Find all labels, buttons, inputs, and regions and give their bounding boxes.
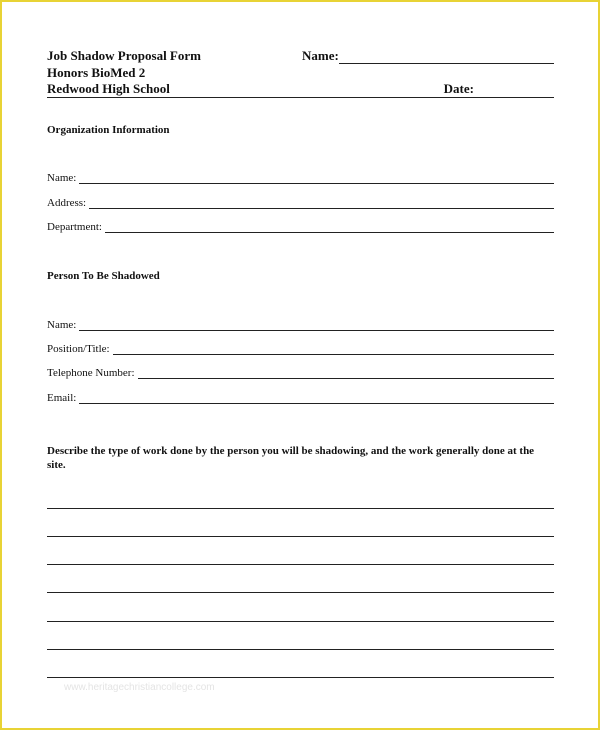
person-name-field[interactable] (79, 321, 554, 331)
watermark: www.heritagechristiancollege.com (64, 682, 215, 693)
student-name-row (302, 48, 554, 64)
answer-line[interactable] (47, 677, 554, 678)
person-email-label: Email: (47, 392, 77, 404)
course-name: Honors BioMed 2 (47, 65, 146, 80)
person-telephone-field[interactable] (138, 369, 554, 379)
date-field[interactable] (474, 85, 554, 98)
org-department-row (47, 221, 554, 233)
org-department-field[interactable] (105, 223, 554, 233)
date-label: Date: (443, 81, 474, 96)
org-department-label: Department: (47, 221, 102, 233)
org-name-field[interactable] (79, 174, 554, 184)
org-address-label: Address: (47, 197, 87, 209)
student-name-field[interactable] (339, 54, 554, 64)
school-date-row (47, 81, 554, 98)
answer-line[interactable] (47, 621, 554, 622)
school-name: Redwood High School (47, 81, 170, 96)
person-position-row (47, 343, 554, 355)
org-address-row (47, 197, 554, 209)
answer-line[interactable] (47, 508, 554, 509)
answer-line[interactable] (47, 564, 554, 565)
person-position-label: Position/Title: (47, 343, 110, 355)
answer-line[interactable] (47, 592, 554, 593)
org-name-row (47, 172, 554, 184)
school-underline (170, 85, 444, 98)
student-name-label: Name: (302, 48, 339, 63)
person-position-field[interactable] (113, 345, 554, 355)
form-title: Job Shadow Proposal Form (47, 48, 201, 63)
answer-line[interactable] (47, 536, 554, 537)
person-section-title: Person To Be Shadowed (47, 270, 160, 282)
answer-line[interactable] (47, 649, 554, 650)
org-name-label: Name: (47, 172, 77, 184)
organization-section-title: Organization Information (47, 124, 170, 136)
person-telephone-label: Telephone Number: (47, 367, 135, 379)
person-name-label: Name: (47, 319, 77, 331)
org-address-field[interactable] (89, 199, 554, 209)
person-email-field[interactable] (79, 394, 554, 404)
person-email-row (47, 392, 554, 404)
person-telephone-row (47, 367, 554, 379)
person-name-row (47, 319, 554, 331)
work-description-prompt: Describe the type of work done by the person you will be shadowing, and the work generally done at the site. (47, 445, 535, 471)
